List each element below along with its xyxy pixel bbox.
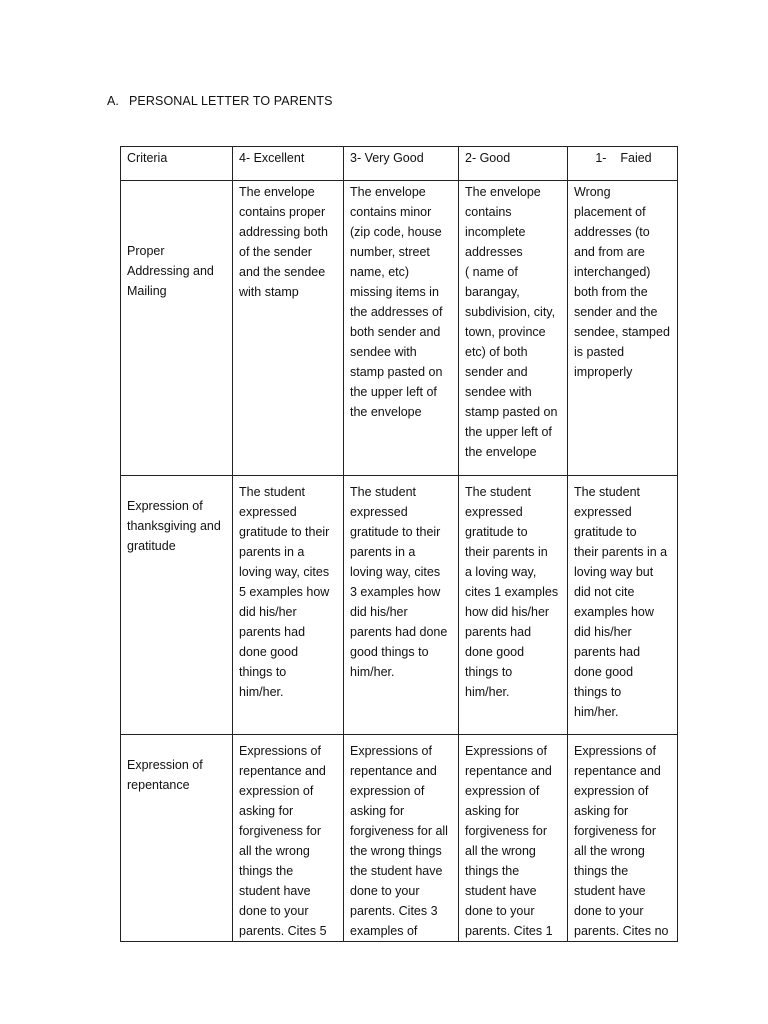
- cell-text: Expressions of repentance and expression of asking for forgiveness for all the wrong things the student have done to your parents. Cites no: [574, 744, 669, 938]
- cell-text: Expressions of repentance and expression of asking for forgiveness for all the wrong things the student have done to your parents. Cites 3 examples of: [350, 744, 448, 938]
- header-very-good: 3- Very Good: [344, 147, 459, 181]
- rubric-table: [120, 146, 678, 942]
- cell-text: The student expressed gratitude to their parents in a loving way, cites 1 examples how did his/her parents had done good things to him/her.: [465, 485, 559, 699]
- cell-text: The envelope contains minor (zip code, house number, street name, etc) missing items in the addresses of both sender and sendee with stamp pasted on the upper left of the envelope: [350, 185, 443, 419]
- cell-text: Expressions of repentance and expression of asking for forgiveness for all the wrong things the student have done to your parents. Cites 1: [465, 744, 553, 938]
- criteria-label: Expression of repentance: [127, 758, 203, 792]
- rating-cell-good: [459, 181, 568, 476]
- section-heading: [107, 94, 333, 108]
- rating-cell-failed: [568, 476, 678, 735]
- criteria-cell: [121, 181, 233, 476]
- criteria-cell: [121, 735, 233, 942]
- criteria-cell: [121, 476, 233, 735]
- cell-text: The student expressed gratitude to their parents in a loving way, cites 3 examples how did his/her parents had done good things to him/her.: [350, 485, 448, 679]
- rating-cell-excellent: [233, 735, 344, 942]
- rating-cell-very-good: [344, 735, 459, 942]
- rating-cell-failed: [568, 735, 678, 942]
- rating-cell-failed: [568, 181, 678, 476]
- rating-cell-excellent: [233, 181, 344, 476]
- criteria-label: Proper Addressing and Mailing: [127, 244, 214, 298]
- header-failed: [568, 147, 678, 181]
- header-excellent: 4- Excellent: [233, 147, 344, 181]
- table-row: [121, 735, 678, 942]
- header-criteria: Criteria: [121, 147, 233, 181]
- cell-text: The envelope contains incomplete addresses ( name of barangay, subdivision, city, town, province etc) of both sender and sendee with stamp pasted on the upper left of the envelope: [465, 185, 558, 459]
- criteria-label: Expression of thanksgiving and gratitude: [127, 499, 221, 553]
- cell-text: The student expressed gratitude to their parents in a loving way, cites 5 examples how did his/her parents had done good things to him/her.: [239, 485, 330, 699]
- cell-text: Wrong placement of addresses (to and from are interchanged) both from the sender and the sendee, stamped is pasted improperly: [574, 185, 670, 379]
- header-failed-label: 1- Faied: [595, 151, 652, 165]
- cell-text: The student expressed gratitude to their parents in a loving way but did not cite examples how did his/her parents had done good things to him/her.: [574, 485, 668, 719]
- rating-cell-excellent: [233, 476, 344, 735]
- table-row: [121, 476, 678, 735]
- rating-cell-good: [459, 735, 568, 942]
- header-good: 2- Good: [459, 147, 568, 181]
- table-row: [121, 181, 678, 476]
- cell-text: The envelope contains proper addressing both of the sender and the sendee with stamp: [239, 185, 328, 299]
- rating-cell-very-good: [344, 181, 459, 476]
- cell-text: Expressions of repentance and expression of asking for forgiveness for all the wrong things the student have done to your parents. Cites 5: [239, 744, 327, 938]
- section-title: PERSONAL LETTER TO PARENTS: [129, 94, 333, 108]
- table-header-row: [121, 147, 678, 181]
- rating-cell-good: [459, 476, 568, 735]
- section-letter: A.: [107, 94, 120, 108]
- rating-cell-very-good: [344, 476, 459, 735]
